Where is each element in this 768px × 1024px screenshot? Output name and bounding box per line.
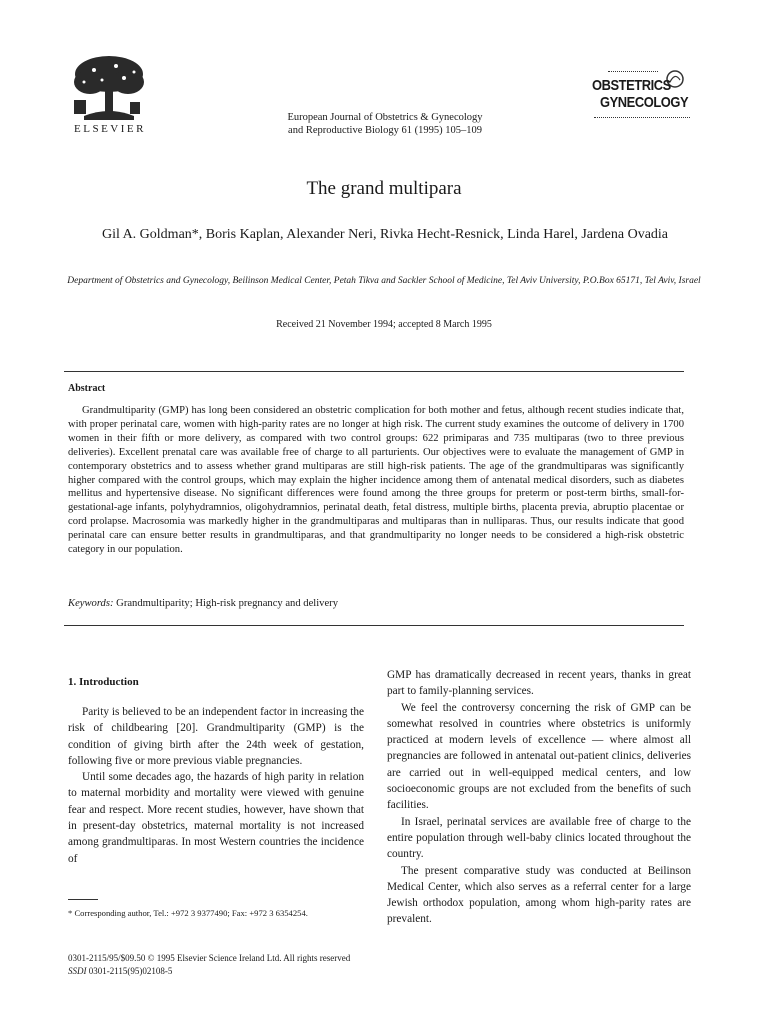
copyright-block <box>68 952 568 977</box>
divider <box>64 625 684 626</box>
ssdi-line <box>68 965 568 978</box>
journal-logo <box>588 68 700 126</box>
publisher-name: ELSEVIER <box>74 123 146 135</box>
paragraph: The present comparative study was conducted at Beilinson Medical Center, which also serves as a referral center for a large Jewish orthodox population, among whom high-parity rates are prevalent. <box>387 864 691 926</box>
keywords-value: Grandmultiparity; High-risk pregnancy and delivery <box>116 598 338 609</box>
corresponding-author-footnote: * Corresponding author, Tel.: +972 3 9377490; Fax: +972 3 6354254. <box>68 908 308 918</box>
abstract-text: Grandmultiparity (GMP) has long been considered an obstetric complication for both mother and fetus, although recent studies indicate that, with proper perinatal care, women with high-parity rates are no longer at high risk. The current study examines the outcome of delivery in 1700 women in their fifth or more delivery, as compared with two control groups: 622 primiparas and 735 multiparas (two to three previous deliveries). Excellent prenatal care was available free of charge to all parturients. Our objectives were to evaluate the management of GMP in contemporary obstetrics and to assess whether grand multiparas are still high-risk patients. The age of the grandmultiparas was significantly higher compared with the control groups, which may explain the higher incidence among them of antenatal medical disorders, such as diabetes mellitus and hypertensive disease. No significant differences were found among the three groups for preterm or post-term births, small-for-gestational-age infants, polyhydramnios, oligohydramnios, perinatal death, fetal distress, multiple births, placenta previa, abruptio placentae or cord prolapse. Macrosomia was markedly higher in the grandmultiparas and multiparas than in nulliparas. Thus, our results indicate that good perinatal care can ensure better results in grandmultiparas, and that grandmultiparity no longer needs to be considered a high-risk obstetric category in our population. <box>68 405 684 556</box>
ssdi-label: SSDI <box>68 965 87 976</box>
footnote-rule <box>68 899 98 900</box>
keywords-label: Keywords: <box>68 598 114 609</box>
copyright-line: 0301-2115/95/$09.50 © 1995 Elsevier Science Ireland Ltd. All rights reserved <box>68 953 351 963</box>
body-column-right <box>387 667 691 928</box>
section-heading: 1. Introduction <box>68 676 139 688</box>
journal-logo-line2: GYNECOLOGY <box>600 94 689 111</box>
paragraph: We feel the controversy concerning the risk of GMP can be somewhat resolved in countries where obstetrics is uniformly practiced at modern levels of excellence — where almost all pregnancies are followed in antenatal out-patient clinics, deliveries are carried out in well-equipped medical centers, and low socioeconomic groups are not excluded from the benefits of such facilities. <box>387 701 691 812</box>
paragraph: In Israel, perinatal services are available free of charge to the entire population through well-baby clinics located throughout the country. <box>387 815 691 861</box>
divider <box>64 371 684 372</box>
keywords <box>68 598 338 609</box>
logo-dotted-line <box>594 117 690 118</box>
journal-name: European Journal of Obstetrics & Gynecology <box>287 112 483 123</box>
journal-citation <box>230 111 540 137</box>
journal-volume: and Reproductive Biology 61 (1995) 105–109 <box>288 125 482 136</box>
received-dates: Received 21 November 1994; accepted 8 March 1995 <box>276 319 492 330</box>
paragraph: Parity is believed to be an independent factor in increasing the risk of childbearing [20]. Grandmultiparity (GMP) is the condition of giving birth after the 24th week of gestation, following five or more previous viable pregnancies. <box>68 706 364 767</box>
affiliation: Department of Obstetrics and Gynecology, Beilinson Medical Center, Petah Tikva and Sackler School of Medicine, Tel Aviv University, P.O.Box 65171, Tel Aviv, Israel <box>67 276 701 286</box>
ssdi-value: 0301-2115(95)02108-5 <box>88 965 173 976</box>
logo-dotted-line <box>608 71 658 72</box>
author-list: Gil A. Goldman*, Boris Kaplan, Alexander Neri, Rivka Hecht-Resnick, Linda Harel, Jardena Ovadia <box>101 227 669 242</box>
body-column-left <box>68 676 364 867</box>
paragraph: GMP has dramatically decreased in recent years, thanks in great part to family-planning services. <box>387 669 691 698</box>
paragraph: Until some decades ago, the hazards of high parity in relation to maternal morbidity and mortality were viewed with genuine fear and respect. More recent studies, however, have shown that in present-day obstetrics, maternal mortality is not increased among grandmultiparas. In most Western countries the incidence of <box>68 771 364 865</box>
journal-logo-line1: OBSTETRICS <box>592 77 671 94</box>
article-title: The grand multipara <box>306 178 462 199</box>
abstract-heading: Abstract <box>68 383 106 394</box>
